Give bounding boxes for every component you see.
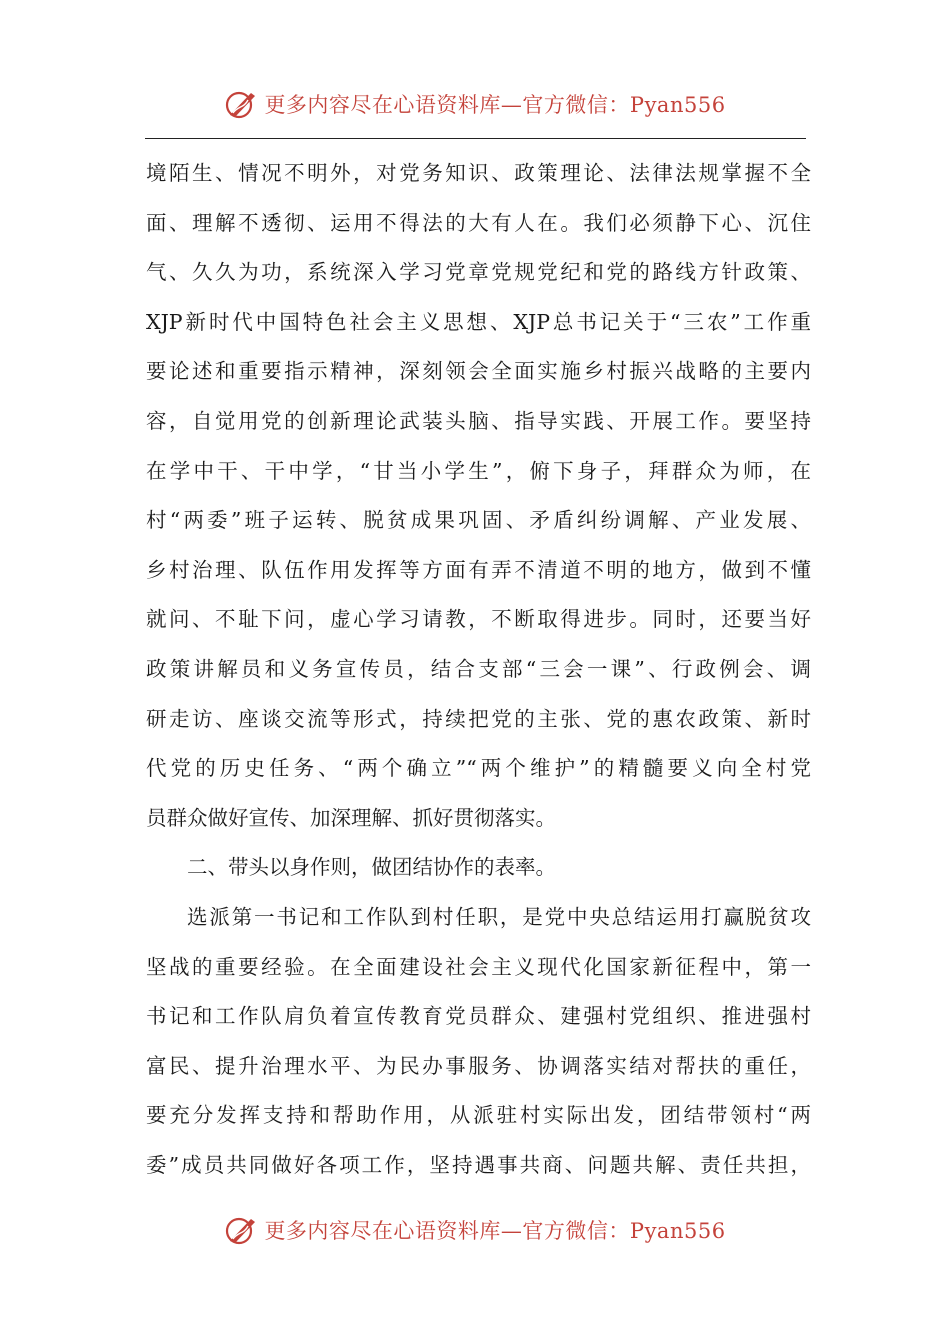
body-line: 书记和工作队肩负着宣传教育党员群众、建强村党组织、推进强村 <box>146 1004 811 1029</box>
body-line: 富民、提升治理水平、为民办事服务、协调落实结对帮扶的重任， <box>146 1053 811 1078</box>
body-line: 气、久久为功，系统深入学习党章党规党纪和党的路线方针政策、 <box>146 260 811 285</box>
body-line: 政策讲解员和义务宣传员，结合支部“三会一课”、行政例会、调 <box>146 656 811 681</box>
pen-logo-icon <box>224 1212 260 1248</box>
body-line: 员群众做好宣传、加深理解、抓好贯彻落实。 <box>146 805 556 830</box>
section-heading: 二、带头以身作则，做团结协作的表率。 <box>187 855 556 880</box>
body-line: 面、理解不透彻、运用不得法的大有人在。我们必须静下心、沉住 <box>146 210 811 235</box>
body-line: 代党的历史任务、“两个确立”“两个维护”的精髓要义向全村党 <box>146 756 811 781</box>
footer-watermark <box>0 1210 950 1250</box>
body-line: 村“两委”班子运转、脱贫成果巩固、矛盾纠纷调解、产业发展、 <box>146 508 811 533</box>
body-line: 乡村治理、队伍作用发挥等方面有弄不清道不明的地方，做到不懂 <box>146 557 811 582</box>
body-line: 研走访、座谈交流等形式，持续把党的主张、党的惠农政策、新时 <box>146 706 811 731</box>
pen-logo-icon <box>224 86 260 122</box>
body-line: 选派第一书记和工作队到村任职，是党中央总结运用打赢脱贫攻 <box>187 904 811 929</box>
body-line: 要充分发挥支持和帮助作用，从派驻村实际出发，团结带领村“两 <box>146 1103 811 1128</box>
header-watermark-text: 更多内容尽在心语资料库—官方微信：Pyan556 <box>264 93 726 117</box>
header-rule <box>145 138 806 139</box>
footer-watermark-text: 更多内容尽在心语资料库—官方微信：Pyan556 <box>264 1219 726 1243</box>
document-body <box>146 149 811 1190</box>
body-line: 容，自觉用党的创新理论武装头脑、指导实践、开展工作。要坚持 <box>146 408 811 433</box>
body-line: 在学中干、干中学，“甘当小学生”，俯下身子，拜群众为师，在 <box>146 458 811 483</box>
body-line: 境陌生、情况不明外，对党务知识、政策理论、法律法规掌握不全 <box>146 161 811 185</box>
body-line: XJP新时代中国特色社会主义思想、XJP总书记关于“三农”工作重 <box>146 309 811 334</box>
body-line: 委”成员共同做好各项工作，坚持遇事共商、问题共解、责任共担， <box>146 1152 811 1177</box>
body-line: 就问、不耻下问，虚心学习请教，不断取得进步。同时，还要当好 <box>146 607 811 632</box>
header-watermark <box>0 84 950 124</box>
body-line: 要论述和重要指示精神，深刻领会全面实施乡村振兴战略的主要内 <box>146 359 811 384</box>
body-line: 坚战的重要经验。在全面建设社会主义现代化国家新征程中，第一 <box>146 954 811 979</box>
